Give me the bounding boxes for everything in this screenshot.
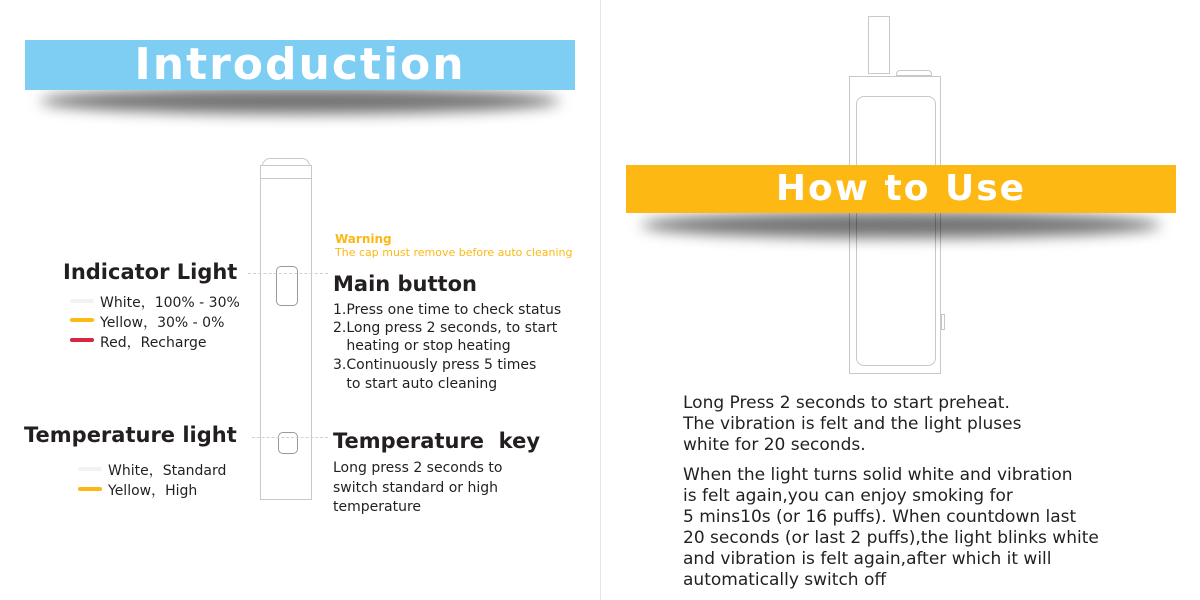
leader-line [252,437,328,439]
how-to-use-panel [600,0,1200,600]
leader-line [248,273,328,275]
white-swatch [78,467,102,471]
device-side-key-outline [941,314,945,330]
preheat-line: white for 20 seconds. [683,435,866,455]
indicator-light-heading: Indicator Light [63,260,238,284]
how-to-use-banner: How to Use [626,165,1176,213]
main-button-line: heating or stop heating [333,338,511,354]
yellow-swatch [78,487,102,491]
banner-shadow [641,212,1161,238]
yellow-swatch [70,318,94,322]
usage-line: When the light turns solid white and vibration [683,465,1073,485]
white-swatch [70,299,94,303]
temperature-key-line: Long press 2 seconds to [333,460,503,476]
red-swatch [70,338,94,342]
banner-shadow [40,88,560,114]
temperature-key-line: temperature [333,499,421,515]
device-mouthpiece-outline [868,16,890,74]
temperature-white-label: White，Standard [108,463,227,479]
temperature-key-line: switch standard or high [333,480,498,496]
main-button-line: 3.Continuously press 5 times [333,357,537,373]
usage-line: and vibration is felt again,after which it will [683,549,1052,569]
device-cap-line [260,178,312,179]
preheat-line: The vibration is felt and the light pluses [683,414,1022,434]
preheat-line: Long Press 2 seconds to start preheat. [683,393,1010,413]
introduction-banner: Introduction [25,40,575,90]
indicator-red-label: Red，Recharge [100,335,207,351]
main-button-shape [276,266,298,306]
main-button-line: 2.Long press 2 seconds, to start [333,320,558,336]
usage-line: automatically switch off [683,570,887,590]
main-button-line: to start auto cleaning [333,376,498,392]
temperature-light-heading: Temperature light [24,423,237,447]
usage-line: is felt again,you can enjoy smoking for [683,486,1013,506]
warning-text: The cap must remove before auto cleaning [335,246,573,259]
temperature-key-shape [278,432,298,454]
temperature-yellow-label: Yellow，High [108,483,198,499]
indicator-yellow-label: Yellow，30% - 0% [100,315,225,331]
indicator-white-label: White，100% - 30% [100,295,240,311]
main-button-line: 1.Press one time to check status [333,302,562,318]
temperature-key-heading: Temperature key [333,429,541,453]
main-button-heading: Main button [333,272,477,296]
usage-line: 5 mins10s (or 16 puffs). When countdown last [683,507,1077,527]
usage-line: 20 seconds (or last 2 puffs),the light blinks white [683,528,1099,548]
warning-title: Warning [335,232,392,246]
